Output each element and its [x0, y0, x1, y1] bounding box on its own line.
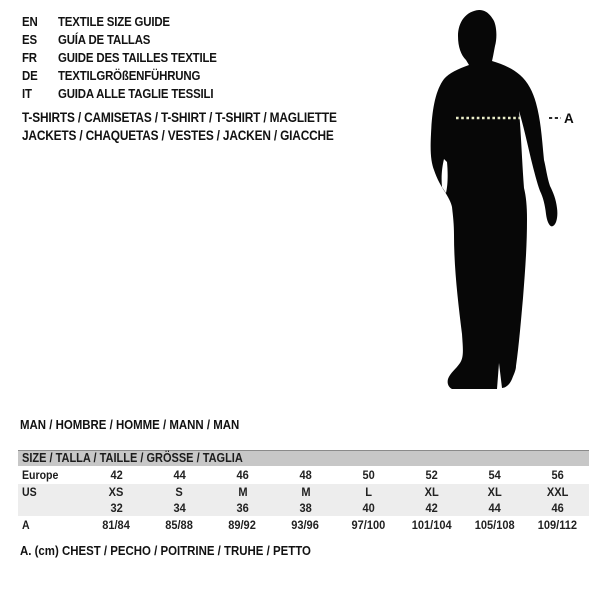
table-row-us-numbers [18, 500, 589, 516]
category-jackets: JACKETS / CHAQUETAS / VESTES / JACKEN / GIACCHE [22, 128, 334, 143]
language-label: GUIDA ALLE TAGLIE TESSILI [58, 86, 214, 101]
size-value: 101/104 [411, 518, 452, 532]
size-value: S [175, 485, 184, 499]
size-value: XS [109, 485, 124, 499]
size-value: 44 [173, 468, 186, 482]
size-value: 56 [551, 468, 564, 482]
language-row-es [22, 31, 238, 49]
language-label: TEXTILGRÖßENFÜHRUNG [58, 68, 201, 83]
size-value: 42 [110, 468, 123, 482]
size-value: 105/108 [474, 518, 515, 532]
size-value: 81/84 [102, 518, 131, 532]
section-title-man: MAN / HOMBRE / HOMME / MANN / MAN [20, 417, 240, 432]
language-code: EN [22, 14, 38, 29]
language-code: IT [22, 86, 32, 101]
size-value: 109/112 [537, 518, 578, 532]
size-value: XL [487, 485, 502, 499]
size-table-header: SIZE / TALLA / TAILLE / GRÖSSE / TAGLIA [18, 450, 589, 466]
language-code: FR [22, 50, 37, 65]
language-code: DE [22, 68, 38, 83]
size-value: 44 [488, 501, 501, 515]
size-value: 42 [425, 501, 438, 515]
size-value: 46 [236, 468, 249, 482]
row-label: Europe [22, 468, 59, 482]
size-value: M [300, 485, 311, 499]
language-row-fr [22, 49, 238, 67]
row-label [18, 502, 85, 514]
measure-label-a: A [564, 111, 574, 126]
size-value: 54 [488, 468, 501, 482]
row-label: A [22, 518, 30, 532]
size-value: 97/100 [351, 518, 386, 532]
language-label: GUIDE DES TAILLES TEXTILE [58, 50, 217, 65]
man-silhouette [431, 10, 558, 389]
size-value: 38 [299, 501, 312, 515]
size-table [18, 450, 589, 534]
size-value: 48 [299, 468, 312, 482]
size-value: 46 [551, 501, 564, 515]
size-value: 40 [362, 501, 375, 515]
language-label: GUÍA DE TALLAS [58, 32, 151, 47]
table-row-chest-a [18, 516, 589, 534]
man-silhouette-figure [415, 0, 600, 400]
language-label: TEXTILE SIZE GUIDE [58, 14, 170, 29]
size-value: M [237, 485, 248, 499]
category-tshirts: T-SHIRTS / CAMISETAS / T-SHIRT / T-SHIRT / MAGLIETTE [22, 110, 337, 125]
table-row-us-letters [18, 484, 589, 500]
language-row-it [22, 85, 238, 103]
size-value: 93/96 [291, 518, 320, 532]
size-value: 36 [236, 501, 249, 515]
size-value: XL [424, 485, 439, 499]
row-label: US [22, 485, 37, 499]
size-value: L [365, 485, 372, 499]
size-value: XXL [546, 485, 569, 499]
language-row-en [22, 13, 238, 31]
size-value: 50 [362, 468, 375, 482]
size-value: 34 [173, 501, 186, 515]
language-list [22, 13, 238, 103]
chest-footnote: A. (cm) CHEST / PECHO / POITRINE / TRUHE / PETTO [20, 543, 311, 558]
size-value: 89/92 [228, 518, 257, 532]
language-row-de [22, 67, 238, 85]
size-value: 32 [110, 501, 123, 515]
size-value: 52 [425, 468, 438, 482]
man-silhouette-svg [415, 0, 600, 400]
table-row-europe [18, 466, 589, 484]
language-code: ES [22, 32, 37, 47]
category-titles [22, 109, 380, 145]
size-value: 85/88 [165, 518, 194, 532]
